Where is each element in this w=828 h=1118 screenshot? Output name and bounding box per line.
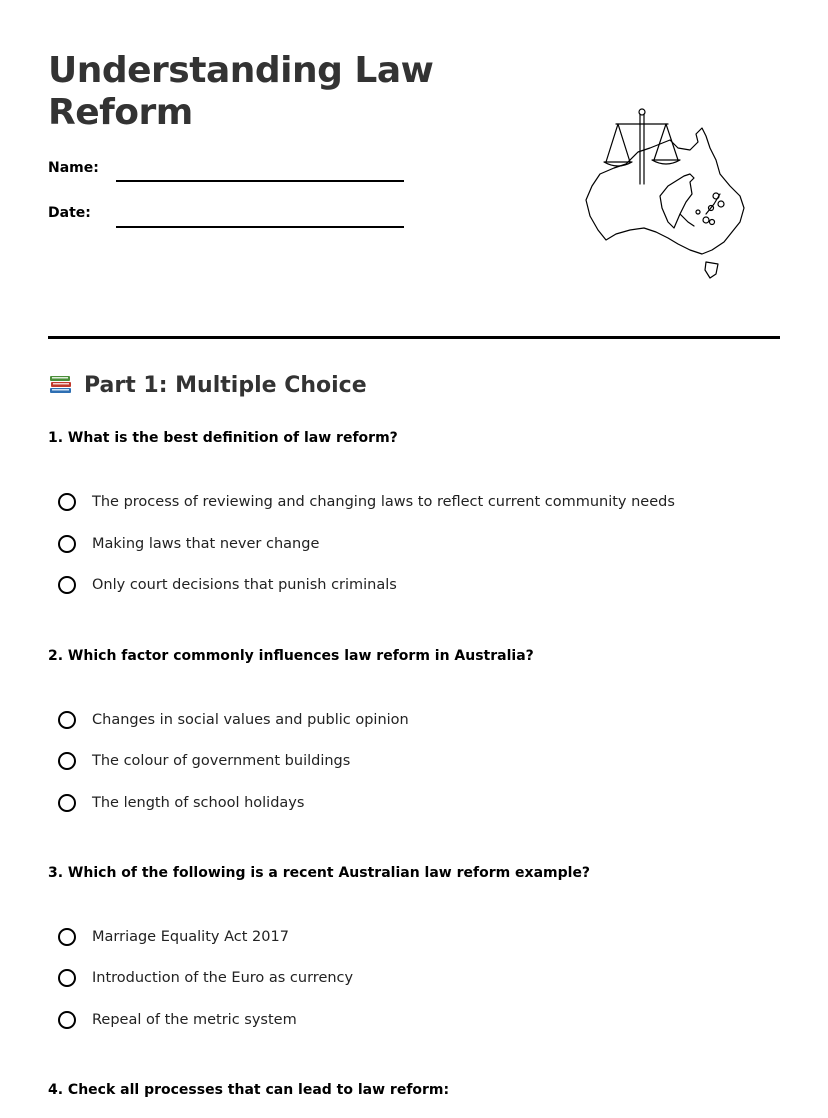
date-label: Date: — [48, 205, 91, 221]
radio-button[interactable] — [58, 928, 76, 946]
worksheet-page — [48, 0, 780, 1118]
radio-button[interactable] — [58, 794, 76, 812]
radio-button[interactable] — [58, 969, 76, 987]
radio-button[interactable] — [58, 711, 76, 729]
q2-option-3[interactable] — [58, 794, 304, 812]
date-field[interactable] — [116, 226, 404, 228]
q1-option-1[interactable] — [58, 493, 675, 511]
option-label: Changes in social values and public opinion — [92, 712, 409, 728]
books-icon — [48, 372, 74, 398]
option-label: Introduction of the Euro as currency — [92, 970, 354, 986]
question-1: 1. What is the best definition of law reform? — [48, 430, 398, 446]
q1-option-2[interactable] — [58, 535, 319, 553]
option-label: Only court decisions that punish criminals — [92, 577, 397, 593]
scales-of-justice-australia-map-icon — [556, 104, 752, 284]
option-label: The colour of government buildings — [92, 753, 351, 769]
part1-heading — [48, 372, 367, 398]
radio-button[interactable] — [58, 1011, 76, 1029]
q3-option-3[interactable] — [58, 1011, 297, 1029]
question-3: 3. Which of the following is a recent Australian law reform example? — [48, 865, 591, 881]
name-label: Name: — [48, 160, 99, 176]
radio-button[interactable] — [58, 493, 76, 511]
option-label: Marriage Equality Act 2017 — [92, 929, 289, 945]
option-label: Making laws that never change — [92, 536, 320, 552]
q2-option-2[interactable] — [58, 752, 350, 770]
option-label: The process of reviewing and changing laws to reflect current community needs — [92, 494, 675, 510]
option-label: The length of school holidays — [92, 795, 305, 811]
part1-heading-text: Part 1: Multiple Choice — [84, 372, 367, 398]
name-field[interactable] — [116, 180, 404, 182]
question-4: 4. Check all processes that can lead to law reform: — [48, 1082, 450, 1098]
radio-button[interactable] — [58, 752, 76, 770]
q3-option-1[interactable] — [58, 928, 289, 946]
q3-option-2[interactable] — [58, 969, 353, 987]
question-2: 2. Which factor commonly influences law reform in Australia? — [48, 648, 534, 664]
q2-option-1[interactable] — [58, 711, 409, 729]
radio-button[interactable] — [58, 576, 76, 594]
radio-button[interactable] — [58, 535, 76, 553]
q1-option-3[interactable] — [58, 576, 397, 594]
page-title: Understanding Law Reform — [48, 50, 434, 133]
option-label: Repeal of the metric system — [92, 1012, 297, 1028]
section-divider — [48, 336, 780, 339]
